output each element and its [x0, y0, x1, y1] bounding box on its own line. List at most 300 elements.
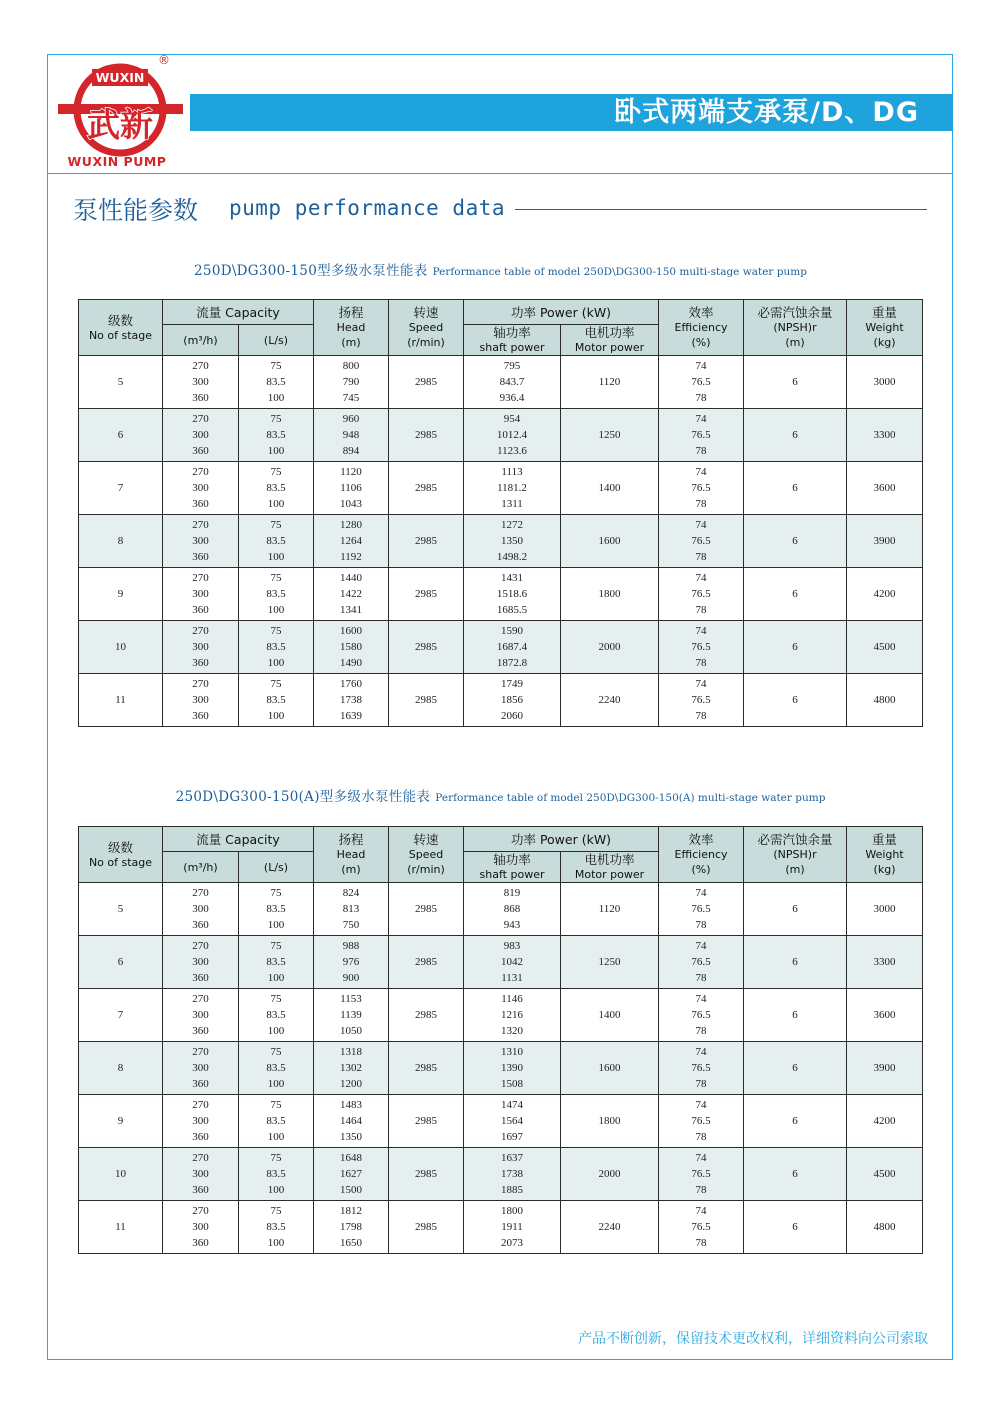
header-head-unit: (m) [341, 336, 361, 349]
header-npsh-cn: 必需汽蚀余量 [757, 305, 833, 320]
capacity-ls-cell-value: 75 [270, 1099, 282, 1111]
performance-table-1 [78, 299, 923, 727]
weight-cell: 3000 [847, 883, 923, 936]
shaft-power-cell-value: 1687.4 [496, 641, 528, 653]
head-cell [314, 674, 389, 727]
header-motor-power [561, 325, 659, 356]
head-cell-value: 1650 [340, 1237, 363, 1249]
efficiency-cell [659, 1042, 744, 1095]
capacity-ls-cell-value: 83.5 [266, 482, 286, 494]
capacity-ls-cell-value: 75 [270, 1152, 282, 1164]
capacity-m3h-cell-value: 360 [192, 1025, 209, 1037]
header-stage [79, 827, 163, 883]
table-row [79, 936, 923, 989]
capacity-ls-cell-value: 75 [270, 360, 282, 372]
head-cell-value: 1639 [340, 710, 363, 722]
header-power [464, 827, 659, 852]
capacity-ls-cell [239, 515, 314, 568]
header-cap-m3h-label: (m³/h) [183, 860, 218, 874]
efficiency-cell-value: 76.5 [691, 482, 711, 494]
shaft-power-cell-value: 843.7 [499, 376, 525, 388]
head-cell [314, 1148, 389, 1201]
speed-cell: 2985 [389, 989, 464, 1042]
efficiency-cell [659, 883, 744, 936]
motor-power-cell: 1250 [561, 409, 659, 462]
header-divider [47, 173, 953, 174]
header-weight [847, 300, 923, 356]
capacity-m3h-cell [163, 1201, 239, 1254]
capacity-ls-cell-value: 75 [270, 625, 282, 637]
stage-cell: 11 [79, 1201, 163, 1254]
capacity-m3h-cell-value: 360 [192, 919, 209, 931]
table-row [79, 515, 923, 568]
motor-power-cell: 1250 [561, 936, 659, 989]
capacity-m3h-cell-value: 360 [192, 392, 209, 404]
efficiency-cell-value: 74 [695, 413, 707, 425]
shaft-power-cell-value: 1738 [501, 1168, 524, 1180]
shaft-power-cell [464, 1095, 561, 1148]
header-motor-power [561, 852, 659, 883]
capacity-m3h-cell-value: 360 [192, 1078, 209, 1090]
capacity-ls-cell-value: 100 [267, 1184, 285, 1196]
efficiency-cell-value: 76.5 [691, 1221, 711, 1233]
shaft-power-cell [464, 1042, 561, 1095]
header-head-cn: 扬程 [338, 832, 364, 847]
capacity-ls-cell [239, 621, 314, 674]
stage-cell: 9 [79, 568, 163, 621]
stage-cell: 9 [79, 1095, 163, 1148]
header-npsh-en: (NPSH)r [773, 321, 817, 334]
head-cell-value: 1050 [340, 1025, 363, 1037]
speed-cell: 2985 [389, 1201, 464, 1254]
capacity-m3h-cell [163, 568, 239, 621]
speed-cell: 2985 [389, 356, 464, 409]
header-motor-en: Motor power [574, 341, 645, 354]
capacity-m3h-cell-value: 360 [192, 1237, 209, 1249]
header-eff-unit: (%) [691, 863, 711, 876]
header-shaft-cn: 轴功率 [493, 852, 531, 867]
capacity-m3h-cell [163, 409, 239, 462]
capacity-m3h-cell-value: 270 [192, 1152, 209, 1164]
npsh-cell: 6 [744, 568, 847, 621]
shaft-power-cell-value: 1911 [501, 1221, 523, 1233]
head-cell-value: 790 [342, 376, 360, 388]
header-head [314, 300, 389, 356]
efficiency-cell [659, 515, 744, 568]
head-cell [314, 936, 389, 989]
capacity-ls-cell-value: 100 [267, 392, 285, 404]
section-title-en: pump performance data [229, 196, 506, 220]
shaft-power-cell-value: 1181.2 [497, 482, 527, 494]
header-cap-ls-label: (L/s) [263, 333, 289, 347]
shaft-power-cell-value: 2060 [501, 710, 524, 722]
table-row [79, 462, 923, 515]
motor-power-cell: 1600 [561, 515, 659, 568]
capacity-m3h-cell [163, 989, 239, 1042]
weight-cell: 3300 [847, 409, 923, 462]
header-shaft-power [464, 852, 561, 883]
capacity-ls-cell [239, 462, 314, 515]
head-cell-value: 1760 [340, 678, 363, 690]
capacity-ls-cell [239, 1042, 314, 1095]
efficiency-cell-value: 78 [695, 919, 707, 931]
shaft-power-cell-value: 1590 [501, 625, 524, 637]
capacity-ls-cell-value: 75 [270, 519, 282, 531]
shaft-power-cell [464, 936, 561, 989]
capacity-m3h-cell [163, 462, 239, 515]
efficiency-cell-value: 74 [695, 572, 707, 584]
header-stage [79, 300, 163, 356]
weight-cell: 4200 [847, 568, 923, 621]
capacity-ls-cell-value: 100 [267, 445, 285, 457]
header-shaft-cn: 轴功率 [493, 325, 531, 340]
table-row [79, 1148, 923, 1201]
speed-cell: 2985 [389, 1095, 464, 1148]
efficiency-cell-value: 74 [695, 1099, 707, 1111]
capacity-m3h-cell-value: 360 [192, 551, 209, 563]
head-cell-value: 1043 [340, 498, 363, 510]
capacity-ls-cell [239, 356, 314, 409]
head-cell-value: 1153 [340, 993, 362, 1005]
section-title-cn: 泵性能参数 [73, 196, 199, 225]
shaft-power-cell-value: 868 [503, 903, 521, 915]
efficiency-cell [659, 462, 744, 515]
header-npsh [744, 300, 847, 356]
capacity-m3h-cell-value: 270 [192, 1099, 209, 1111]
header-capacity-label: 流量 Capacity [196, 304, 280, 320]
efficiency-cell-value: 76.5 [691, 429, 711, 441]
table-2-caption-cn: 250D\DG300-150(A)型多级水泵性能表 [175, 789, 431, 805]
motor-power-cell: 1600 [561, 1042, 659, 1095]
capacity-m3h-cell-value: 270 [192, 1046, 209, 1058]
speed-cell: 2985 [389, 568, 464, 621]
header-speed [389, 300, 464, 356]
capacity-m3h-cell [163, 936, 239, 989]
shaft-power-cell [464, 621, 561, 674]
head-cell-value: 800 [342, 360, 360, 372]
shaft-power-cell [464, 568, 561, 621]
head-cell-value: 1280 [340, 519, 363, 531]
npsh-cell: 6 [744, 356, 847, 409]
efficiency-cell [659, 1201, 744, 1254]
shaft-power-cell [464, 1201, 561, 1254]
capacity-ls-cell-value: 100 [267, 919, 285, 931]
motor-power-cell: 1400 [561, 989, 659, 1042]
efficiency-cell-value: 78 [695, 1025, 707, 1037]
capacity-ls-cell-value: 100 [267, 498, 285, 510]
capacity-ls-cell [239, 674, 314, 727]
capacity-m3h-cell-value: 300 [192, 429, 209, 441]
shaft-power-cell [464, 989, 561, 1042]
npsh-cell: 6 [744, 1148, 847, 1201]
header-eff-unit: (%) [691, 336, 711, 349]
efficiency-cell-value: 78 [695, 1237, 707, 1249]
efficiency-cell-value: 78 [695, 972, 707, 984]
header-power-label: 功率 Power (kW) [510, 831, 612, 847]
capacity-ls-cell-value: 83.5 [266, 694, 286, 706]
section-divider [515, 209, 927, 210]
capacity-ls-cell-value: 75 [270, 1046, 282, 1058]
efficiency-cell-value: 78 [695, 604, 707, 616]
shaft-power-cell-value: 1518.6 [496, 588, 528, 600]
npsh-cell: 6 [744, 883, 847, 936]
header-stage-en: No of stage [88, 855, 153, 869]
shaft-power-cell-value: 819 [503, 887, 521, 899]
efficiency-cell-value: 74 [695, 993, 707, 1005]
efficiency-cell-value: 74 [695, 1046, 707, 1058]
svg-text:WUXIN: WUXIN [95, 70, 145, 85]
capacity-m3h-cell-value: 300 [192, 1062, 209, 1074]
shaft-power-cell-value: 1350 [501, 535, 524, 547]
efficiency-cell-value: 74 [695, 1205, 707, 1217]
capacity-m3h-cell-value: 270 [192, 360, 209, 372]
capacity-ls-cell-value: 75 [270, 940, 282, 952]
capacity-m3h-cell [163, 1042, 239, 1095]
head-cell-value: 1580 [340, 641, 363, 653]
head-cell-value: 1192 [340, 551, 362, 563]
head-cell [314, 1201, 389, 1254]
capacity-m3h-cell-value: 270 [192, 413, 209, 425]
motor-power-cell: 2240 [561, 1201, 659, 1254]
capacity-m3h-cell-value: 360 [192, 445, 209, 457]
weight-cell: 3300 [847, 936, 923, 989]
shaft-power-cell [464, 883, 561, 936]
capacity-m3h-cell [163, 356, 239, 409]
footer-note: 产品不断创新，保留技术更改权利，详细资料向公司索取 [578, 1331, 928, 1347]
npsh-cell: 6 [744, 409, 847, 462]
shaft-power-cell-value: 1272 [501, 519, 524, 531]
header-npsh-unit: (m) [785, 863, 805, 876]
speed-cell: 2985 [389, 674, 464, 727]
head-cell-value: 1464 [340, 1115, 363, 1127]
header-speed-unit: (r/min) [407, 336, 445, 349]
efficiency-cell-value: 78 [695, 710, 707, 722]
table-row [79, 674, 923, 727]
capacity-ls-cell [239, 1201, 314, 1254]
table-row [79, 409, 923, 462]
head-cell [314, 621, 389, 674]
header-speed [389, 827, 464, 883]
weight-cell: 3900 [847, 1042, 923, 1095]
efficiency-cell-value: 76.5 [691, 1062, 711, 1074]
capacity-ls-cell [239, 568, 314, 621]
header-cap-m3h [163, 852, 239, 883]
head-cell [314, 1095, 389, 1148]
efficiency-cell-value: 76.5 [691, 641, 711, 653]
header-capacity-label: 流量 Capacity [196, 831, 280, 847]
header-stage-cn: 级数 [107, 839, 133, 855]
capacity-ls-cell-value: 83.5 [266, 1221, 286, 1233]
weight-cell: 3600 [847, 989, 923, 1042]
motor-power-cell: 1120 [561, 356, 659, 409]
shaft-power-cell-value: 1390 [501, 1062, 524, 1074]
shaft-power-cell-value: 1146 [501, 993, 523, 1005]
registered-mark: ® [158, 53, 170, 67]
weight-cell: 4800 [847, 674, 923, 727]
efficiency-cell [659, 409, 744, 462]
capacity-ls-cell-value: 100 [267, 1131, 285, 1143]
capacity-m3h-cell-value: 360 [192, 1131, 209, 1143]
header-weight-unit: (kg) [873, 336, 896, 349]
header-power [464, 300, 659, 325]
header-npsh-unit: (m) [785, 336, 805, 349]
head-cell-value: 960 [342, 413, 360, 425]
head-cell-value: 900 [342, 972, 360, 984]
shaft-power-cell-value: 1012.4 [496, 429, 528, 441]
head-cell-value: 1120 [340, 466, 362, 478]
head-cell-value: 948 [342, 429, 360, 441]
table-row [79, 1095, 923, 1148]
efficiency-cell-value: 74 [695, 887, 707, 899]
header-weight-unit: (kg) [873, 863, 896, 876]
efficiency-cell-value: 76.5 [691, 588, 711, 600]
head-cell-value: 1139 [340, 1009, 362, 1021]
table-row [79, 1042, 923, 1095]
capacity-m3h-cell-value: 300 [192, 956, 209, 968]
head-cell-value: 1350 [340, 1131, 363, 1143]
header-weight-en: Weight [865, 321, 904, 334]
speed-cell: 2985 [389, 621, 464, 674]
stage-cell: 5 [79, 883, 163, 936]
motor-power-cell: 1120 [561, 883, 659, 936]
header-speed-cn: 转速 [413, 832, 439, 847]
efficiency-cell-value: 74 [695, 360, 707, 372]
shaft-power-cell-value: 1685.5 [496, 604, 528, 616]
capacity-ls-cell-value: 75 [270, 466, 282, 478]
head-cell [314, 462, 389, 515]
banner-title: 卧式两端支承泵/D、DG [614, 97, 919, 128]
capacity-m3h-cell-value: 360 [192, 498, 209, 510]
npsh-cell: 6 [744, 621, 847, 674]
capacity-ls-cell [239, 936, 314, 989]
speed-cell: 2985 [389, 883, 464, 936]
capacity-m3h-cell-value: 360 [192, 972, 209, 984]
weight-cell: 4200 [847, 1095, 923, 1148]
npsh-cell: 6 [744, 1042, 847, 1095]
capacity-m3h-cell-value: 300 [192, 641, 209, 653]
efficiency-cell-value: 74 [695, 940, 707, 952]
table-1-caption-en: Performance table of model 250D\DG300-150 multi-stage water pump [432, 266, 807, 278]
stage-cell: 10 [79, 1148, 163, 1201]
efficiency-cell-value: 74 [695, 466, 707, 478]
capacity-ls-cell-value: 83.5 [266, 588, 286, 600]
shaft-power-cell-value: 936.4 [499, 392, 525, 404]
capacity-ls-cell [239, 1095, 314, 1148]
efficiency-cell-value: 76.5 [691, 1009, 711, 1021]
table-1-caption [78, 259, 923, 279]
efficiency-cell-value: 78 [695, 1078, 707, 1090]
capacity-ls-cell-value: 83.5 [266, 429, 286, 441]
table-row [79, 883, 923, 936]
shaft-power-cell-value: 983 [503, 940, 521, 952]
capacity-m3h-cell-value: 300 [192, 694, 209, 706]
npsh-cell: 6 [744, 515, 847, 568]
shaft-power-cell-value: 954 [503, 413, 521, 425]
head-cell-value: 1490 [340, 657, 363, 669]
head-cell-value: 988 [342, 940, 360, 952]
efficiency-cell-value: 78 [695, 1131, 707, 1143]
stage-cell: 6 [79, 409, 163, 462]
capacity-ls-cell-value: 75 [270, 413, 282, 425]
capacity-ls-cell-value: 75 [270, 993, 282, 1005]
stage-cell: 8 [79, 515, 163, 568]
stage-cell: 10 [79, 621, 163, 674]
weight-cell: 3900 [847, 515, 923, 568]
efficiency-cell-value: 76.5 [691, 956, 711, 968]
capacity-ls-cell-value: 83.5 [266, 956, 286, 968]
npsh-cell: 6 [744, 1201, 847, 1254]
table-row [79, 621, 923, 674]
shaft-power-cell-value: 1856 [501, 694, 524, 706]
head-cell [314, 989, 389, 1042]
speed-cell: 2985 [389, 936, 464, 989]
capacity-m3h-cell-value: 360 [192, 657, 209, 669]
table-1-caption-cn: 250D\DG300-150型多级水泵性能表 [194, 263, 428, 279]
shaft-power-cell-value: 1042 [501, 956, 524, 968]
shaft-power-cell [464, 515, 561, 568]
efficiency-cell [659, 1148, 744, 1201]
motor-power-cell: 1400 [561, 462, 659, 515]
npsh-cell: 6 [744, 936, 847, 989]
shaft-power-cell-value: 1885 [501, 1184, 524, 1196]
efficiency-cell [659, 1095, 744, 1148]
speed-cell: 2985 [389, 515, 464, 568]
capacity-ls-cell-value: 100 [267, 657, 285, 669]
svg-text:武新: 武新 [87, 105, 153, 144]
head-cell-value: 1648 [340, 1152, 363, 1164]
capacity-ls-cell [239, 989, 314, 1042]
weight-cell: 4500 [847, 1148, 923, 1201]
shaft-power-cell-value: 1637 [501, 1152, 524, 1164]
capacity-m3h-cell-value: 270 [192, 887, 209, 899]
stage-cell: 8 [79, 1042, 163, 1095]
efficiency-cell-value: 76.5 [691, 376, 711, 388]
shaft-power-cell-value: 1311 [501, 498, 523, 510]
shaft-power-cell-value: 1474 [501, 1099, 524, 1111]
head-cell-value: 1200 [340, 1078, 363, 1090]
motor-power-cell: 1800 [561, 1095, 659, 1148]
shaft-power-cell-value: 1310 [501, 1046, 524, 1058]
shaft-power-cell-value: 1749 [501, 678, 524, 690]
header-shaft-en: shaft power [479, 341, 545, 354]
capacity-ls-cell-value: 100 [267, 1237, 285, 1249]
npsh-cell: 6 [744, 462, 847, 515]
shaft-power-cell-value: 1697 [501, 1131, 524, 1143]
capacity-m3h-cell-value: 300 [192, 1115, 209, 1127]
capacity-m3h-cell-value: 300 [192, 1168, 209, 1180]
header-eff-cn: 效率 [688, 832, 714, 847]
shaft-power-cell [464, 409, 561, 462]
efficiency-cell-value: 74 [695, 1152, 707, 1164]
header-capacity [163, 827, 314, 852]
head-cell-value: 1264 [340, 535, 363, 547]
capacity-m3h-cell [163, 515, 239, 568]
head-cell-value: 1483 [340, 1099, 363, 1111]
capacity-m3h-cell [163, 883, 239, 936]
capacity-m3h-cell [163, 674, 239, 727]
capacity-ls-cell [239, 1148, 314, 1201]
stage-cell: 5 [79, 356, 163, 409]
header-head-cn: 扬程 [338, 305, 364, 320]
capacity-m3h-cell-value: 300 [192, 482, 209, 494]
head-cell [314, 883, 389, 936]
capacity-ls-cell-value: 100 [267, 710, 285, 722]
capacity-ls-cell-value: 100 [267, 972, 285, 984]
head-cell [314, 356, 389, 409]
npsh-cell: 6 [744, 1095, 847, 1148]
motor-power-cell: 2000 [561, 1148, 659, 1201]
table-row [79, 989, 923, 1042]
